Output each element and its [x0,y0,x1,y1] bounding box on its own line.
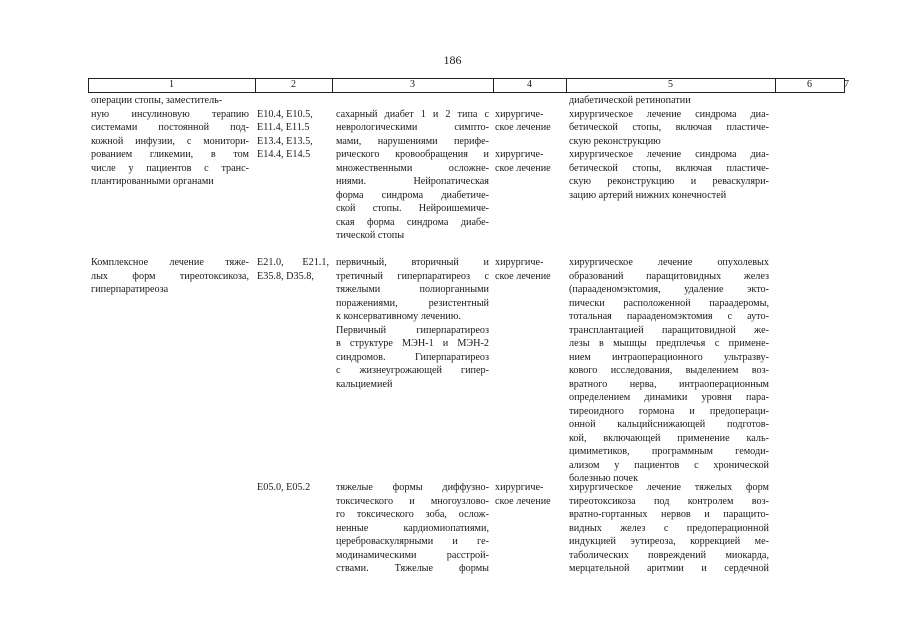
cell-line: хирургическое лечение синдрома диа- [569,108,769,120]
cell-line: E05.0, E05.2 [257,482,311,493]
header-cell-5: 5 [668,79,673,90]
cell-line: третичный гиперпаратиреоз с [336,270,489,282]
cell-line: E21.0, E21.1, [257,257,329,268]
cell-line: множественными осложне- [336,162,489,174]
cell-line: гиперпаратиреоза [91,284,169,295]
table-cell-col6 [569,256,769,486]
header-cell-6: 6 [807,79,812,90]
cell-line: к консервативному лечению. [336,311,461,322]
cell-line: тиреотоксикоза под контролем воз- [569,495,769,507]
cell-line: вратно-гортанных нервов и паращито- [569,509,769,520]
cell-line: ское лечение [495,122,551,133]
header-bottom-rule [88,92,845,93]
cell-line: хирургиче- [495,149,544,160]
cell-line: тотальная парааденомэктомия с ауто- [569,311,769,322]
cell-line: цереброваскулярными и ге- [336,536,489,547]
cell-line: бетической стопы, включая пластиче- [569,122,769,133]
table-cell-col6 [569,481,769,576]
cell-line: скую реконструкцию [569,135,661,147]
cell-line: трансплантацией паращитовидной же- [569,324,769,336]
table-cell-col4 [336,481,489,576]
cell-line: системами постоянной под- [91,122,249,133]
cell-line: токсического и многоузлово- [336,495,489,507]
header-cell-3: 3 [410,79,415,90]
cell-line: поражениями, резистентный [336,297,489,309]
table-cell-col5 [495,256,563,283]
cell-line: хирургическое лечение синдрома диа- [569,149,769,160]
header-cell-1: 1 [169,79,174,90]
cell-line: таболических повреждений миокарда, [569,549,769,561]
cell-line [495,94,563,108]
table-cell-col5 [495,481,563,508]
cell-line: тяжелые формы диффузно- [336,482,489,493]
cell-line: синдромов. Гиперпаратиреоз [336,351,489,363]
cell-line [336,94,489,108]
header-cell-2: 2 [291,79,296,90]
cell-line: рованием гликемии, в том [91,149,249,160]
cell-line: вратного нерва, интраоперационным [569,378,769,390]
cell-line: индукцией эутиреоза, коррекцией ме- [569,536,769,547]
table-cell-col2 [91,94,249,189]
table-cell-col4 [336,256,489,391]
header-cell-7: 7 [844,79,849,90]
cell-line: операции стопы, заместитель- [91,95,223,106]
table-cell-col5 [495,94,563,175]
cell-line: бетической стопы, включая пластиче- [569,162,769,174]
cell-line: зацию артерий нижних конечностей [569,189,727,201]
cell-line: E11.4, E11.5 [257,122,310,133]
cell-line: кальциемией [336,378,393,390]
cell-line [495,135,563,149]
cell-line: ненные кардиомиопатиями, [336,522,489,534]
cell-line: E14.4, E14.5 [257,149,311,160]
cell-line: ализом у пациентов с хронической [569,459,769,471]
cell-line: хирургиче- [495,257,544,268]
table-cell-col3 [257,256,329,283]
cell-line: кового исследования, выделением воз- [569,365,769,376]
cell-line: мерцательной аритмии и сердечной [569,563,769,574]
cell-line: Комплексное лечение тяже- [91,257,249,268]
cell-line: ская форма синдрома диабе- [336,216,489,228]
cell-line: (парааденомэктомия, удаление экто- [569,284,769,295]
cell-line: ское лечение [495,495,551,507]
table-cell-col3 [257,94,329,162]
cell-line: ской стопы. Нейроишемиче- [336,203,489,214]
cell-line: модинамическими расстрой- [336,549,489,561]
cell-line: сахарный диабет 1 и 2 типа с [336,108,489,120]
cell-line: видных желез с предоперационной [569,522,769,534]
cell-line: пически расположенной параадеромы, [569,297,769,309]
cell-line: тиреоидного гормона и предопераци- [569,405,769,417]
cell-line: первичный, вторичный и [336,257,489,268]
cell-line: хирургиче- [495,482,544,493]
cell-line: лезы в мышцы предплечья с примене- [569,338,769,349]
cell-line: хирургическое лечение тяжелых форм [569,482,769,493]
cell-line: скую реконструкцию и реваскуляри- [569,176,769,187]
cell-line: в структуре МЭН-1 и МЭН-2 [336,338,489,349]
cell-line: онной кальцийснижающей подготов- [569,419,769,430]
page-number: 186 [443,53,462,67]
cell-line: цимиметиков, программным гемоди- [569,446,769,457]
cell-line: неврологическими симпто- [336,122,489,133]
cell-line: определением динамики уровня пара- [569,392,769,403]
cell-line: ную инсулиновую терапию [91,108,249,120]
cell-line: ниями. Нейропатическая [336,176,489,187]
cell-line: хирургиче- [495,108,544,120]
table-cell-col3 [257,481,329,495]
cell-line: Первичный гиперпаратиреоз [336,324,489,336]
cell-line: образований паращитовидных желез [569,270,769,282]
cell-line: E10.4, E10.5, [257,108,313,120]
cell-line: ское лечение [495,270,551,282]
cell-line: диабетической ретинопатии [569,95,691,106]
cell-line: мами, нарушениями перифе- [336,135,489,147]
cell-line: E35.8, D35.8, [257,270,314,282]
cell-line: лых форм тиреотоксикоза, [91,270,249,282]
table-cell-col2 [91,256,249,297]
cell-line: плантированными органами [91,176,214,187]
cell-line: кой, включающей применение каль- [569,432,769,444]
cell-line: E13.4, E13.5, [257,135,313,147]
cell-line: болезнью почек [569,473,639,484]
cell-line: тической стопы [336,230,405,241]
cell-line: го токсического зоба, ослож- [336,509,489,520]
cell-line: форма синдрома диабетиче- [336,189,489,201]
cell-line: нием интраоперационного ультразву- [569,351,769,363]
cell-line: тяжелыми полиорганными [336,284,489,295]
header-cell-4: 4 [527,79,532,90]
cell-line: с жизнеугрожающей гипер- [336,365,489,376]
cell-line: числе у пациентов с транс- [91,162,249,174]
table-cell-col4 [336,94,489,243]
cell-line [257,94,329,108]
cell-line: кожной инфузии, с монитори- [91,135,249,147]
cell-line: ствами. Тяжелые формы [336,563,489,574]
table-cell-col6 [569,94,769,202]
cell-line: рического кровообращения и [336,149,489,160]
cell-line: ское лечение [495,162,551,174]
cell-line: хирургическое лечение опухолевых [569,257,769,268]
